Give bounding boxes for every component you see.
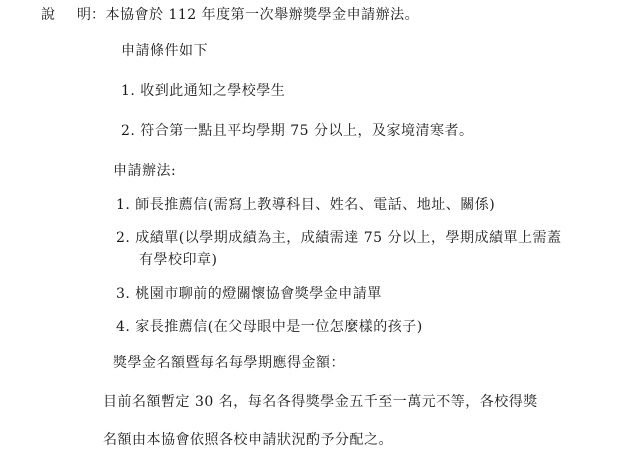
conditions-heading: 申請條件如下 xyxy=(121,43,208,59)
method-item-2-continued: 有學校印章) xyxy=(139,252,218,268)
method-heading: 申請辦法: xyxy=(113,163,177,179)
method-item-4: 4. 家長推薦信(在父母眼中是一位怎麼樣的孩子) xyxy=(116,319,423,335)
amount-line-1: 目前名額暫定 30 名，每名各得獎學金五千至一萬元不等，各校得獎 xyxy=(103,394,538,410)
condition-item-2: 2. 符合第一點且平均學期 75 分以上，及家境清寒者。 xyxy=(121,123,474,139)
method-item-1: 1. 師長推薦信(需寫上教導科目、姓名、電話、地址、關係) xyxy=(116,197,496,213)
method-item-2: 2. 成績單(以學期成績為主，成績需達 75 分以上，學期成績單上需蓋 xyxy=(116,230,562,246)
condition-item-1: 1. 收到此通知之學校學生 xyxy=(121,83,286,99)
amount-heading: 獎學金名額暨每名每學期應得金額： xyxy=(113,355,345,371)
amount-line-2: 名額由本協會依照各校申請狀況酌予分配之。 xyxy=(103,432,393,448)
intro-text: ：本協會於 112 年度第一次舉辦獎學金申請辦法。 xyxy=(91,7,420,23)
label-char-shuo: 說 xyxy=(41,7,55,23)
label-char-ming: 明 xyxy=(77,7,91,23)
method-item-3: 3. 桃園市聊前的燈關懷協會獎學金申請單 xyxy=(116,286,382,302)
